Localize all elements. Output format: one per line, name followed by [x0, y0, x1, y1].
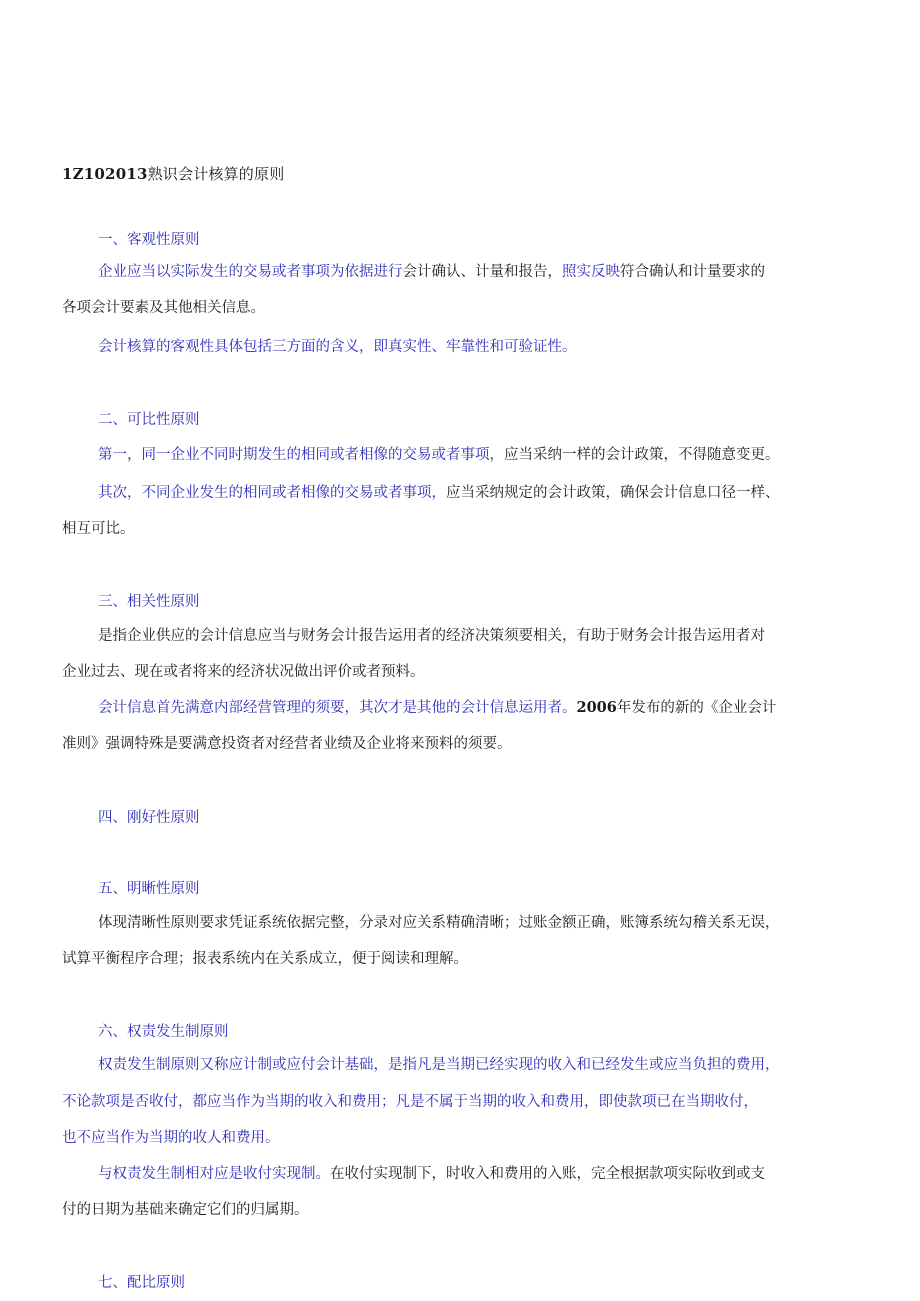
- paragraph-line: 其次，不同企业发生的相同或者相像的交易或者事项，应当采纳规定的会计政策，确保会计信息口径一样、: [98, 485, 780, 501]
- heading-accrual: 六、权责发生制原则: [98, 1024, 229, 1040]
- heading-relevance: 三、相关性原则: [98, 594, 200, 610]
- heading-timeliness: 四、刚好性原则: [98, 810, 200, 826]
- paragraph-line: 不论款项是否收付，都应当作为当期的收入和费用；凡是不属于当期的收入和费用，即使款项已在当期收付，: [62, 1094, 758, 1110]
- paragraph-line: 企业应当以实际发生的交易或者事项为依据进行会计确认、计量和报告，照实反映符合确认和计量要求的: [98, 264, 765, 280]
- page-title: [62, 163, 284, 184]
- paragraph-line: 各项会计要素及其他相关信息。: [62, 300, 265, 316]
- heading-matching: 七、配比原则: [98, 1275, 185, 1291]
- paragraph-line: 会计核算的客观性具体包括三方面的含义，即真实性、牢靠性和可验证性。: [98, 339, 577, 355]
- title-code: 1Z102013: [62, 165, 148, 183]
- paragraph-line: 也不应当作为当期的收人和费用。: [62, 1130, 280, 1146]
- heading-comparability: 二、可比性原则: [98, 412, 200, 428]
- paragraph-line: 试算平衡程序合理；报表系统内在关系成立，便于阅读和理解。: [62, 951, 468, 967]
- paragraph-line: 准则》强调特殊是要满意投资者对经营者业绩及企业将来预料的须要。: [62, 736, 512, 752]
- paragraph-line: 相互可比。: [62, 521, 135, 537]
- paragraph-line: 第一，同一企业不同时期发生的相同或者相像的交易或者事项，应当采纳一样的会计政策，不得随意变更。: [98, 447, 780, 463]
- paragraph-line: 与权责发生制相对应是收付实现制。在收付实现制下，时收入和费用的入账，完全根据款项实际收到或支: [98, 1166, 765, 1182]
- title-text: 熟识会计核算的原则: [147, 165, 285, 183]
- paragraph-line: 付的日期为基础来确定它们的归属期。: [62, 1202, 309, 1218]
- heading-clarity: 五、明晰性原则: [98, 881, 200, 897]
- paragraph-line: 权责发生制原则又称应计制或应付会计基础，是指凡是当期已经实现的收入和已经发生或应当负担的费用，: [98, 1057, 780, 1073]
- paragraph-line: 企业过去、现在或者将来的经济状况做出评价或者预料。: [62, 664, 425, 680]
- paragraph-line: 是指企业供应的会计信息应当与财务会计报告运用者的经济决策须要相关，有助于财务会计报告运用者对: [98, 628, 765, 644]
- heading-objectivity: 一、客观性原则: [98, 232, 200, 248]
- paragraph-line: 体现清晰性原则要求凭证系统依据完整，分录对应关系精确清晰；过账金额正确，账簿系统勾稽关系无误，: [98, 915, 780, 931]
- paragraph-line: 会计信息首先满意内部经营管理的须要，其次才是其他的会计信息运用者。2006年发布的新的《企业会计: [98, 699, 777, 716]
